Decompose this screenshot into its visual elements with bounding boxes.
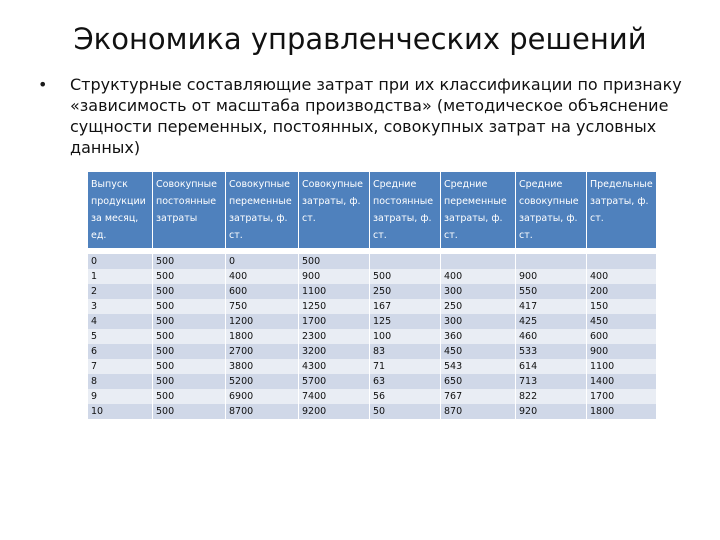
table-cell: 8 — [88, 374, 153, 389]
table-cell: 1700 — [299, 314, 370, 329]
table-cell: 1 — [88, 269, 153, 284]
table-cell: 200 — [587, 284, 656, 299]
header-total-fixed: Совокупные постоянные затраты — [153, 172, 226, 248]
table-cell: 63 — [370, 374, 441, 389]
table-cell: 125 — [370, 314, 441, 329]
table-cell: 500 — [153, 254, 226, 269]
table-cell: 600 — [226, 284, 299, 299]
table-cell: 425 — [516, 314, 587, 329]
table-row — [88, 359, 656, 374]
table-cell: 9200 — [299, 404, 370, 419]
table-cell: 6 — [88, 344, 153, 359]
table-cell: 500 — [153, 269, 226, 284]
table-cell: 3800 — [226, 359, 299, 374]
table-cell: 3200 — [299, 344, 370, 359]
table-cell: 500 — [153, 359, 226, 374]
table-cell: 400 — [441, 269, 516, 284]
table-cell: 1800 — [587, 404, 656, 419]
table-cell: 360 — [441, 329, 516, 344]
table-cell: 400 — [587, 269, 656, 284]
table-cell: 7400 — [299, 389, 370, 404]
header-avg-fixed: Средние постоянные затраты, ф. ст. — [370, 172, 441, 248]
table-cell: 150 — [587, 299, 656, 314]
table-header-row — [88, 172, 656, 248]
table-cell: 417 — [516, 299, 587, 314]
table-row — [88, 299, 656, 314]
table-cell: 300 — [441, 314, 516, 329]
table-cell: 713 — [516, 374, 587, 389]
table-cell: 870 — [441, 404, 516, 419]
table-cell — [441, 254, 516, 269]
table-cell: 400 — [226, 269, 299, 284]
table-cell: 7 — [88, 359, 153, 374]
table-cell — [516, 254, 587, 269]
table-cell: 600 — [587, 329, 656, 344]
table-cell: 500 — [153, 389, 226, 404]
table-cell: 5 — [88, 329, 153, 344]
table-cell: 250 — [370, 284, 441, 299]
bullet-text: Структурные составляющие затрат при их классификации по признаку «зависимость от масштаба производства» (методическое объяснение сущности переменных, постоянных, совокупных затрат на условных данных) — [70, 75, 682, 157]
table-cell: 2700 — [226, 344, 299, 359]
header-total-costs: Совокупные затраты, ф. ст. — [299, 172, 370, 248]
table-cell: 2 — [88, 284, 153, 299]
table-cell: 250 — [441, 299, 516, 314]
header-avg-variable: Средние переменные затраты, ф. ст. — [441, 172, 516, 248]
table-cell: 500 — [153, 314, 226, 329]
table-row — [88, 254, 656, 269]
costs-table — [88, 172, 656, 419]
table-cell: 5200 — [226, 374, 299, 389]
table-cell: 500 — [153, 344, 226, 359]
table-cell: 0 — [226, 254, 299, 269]
table-cell: 83 — [370, 344, 441, 359]
table-cell: 6900 — [226, 389, 299, 404]
table-cell: 71 — [370, 359, 441, 374]
table-cell: 0 — [88, 254, 153, 269]
table-cell: 3 — [88, 299, 153, 314]
table-row — [88, 329, 656, 344]
table-cell: 1100 — [299, 284, 370, 299]
table-row — [88, 389, 656, 404]
table-cell — [587, 254, 656, 269]
table-row — [88, 314, 656, 329]
table-cell: 8700 — [226, 404, 299, 419]
table-row — [88, 344, 656, 359]
bullet-dot-icon: • — [38, 75, 48, 94]
header-output: Выпуск продукции за месяц, ед. — [88, 172, 153, 248]
table-cell: 10 — [88, 404, 153, 419]
table-cell: 4 — [88, 314, 153, 329]
table-cell: 50 — [370, 404, 441, 419]
table-cell: 300 — [441, 284, 516, 299]
table-row — [88, 269, 656, 284]
table-cell: 750 — [226, 299, 299, 314]
header-total-variable: Совокупные переменные затраты, ф. ст. — [226, 172, 299, 248]
table-cell: 1700 — [587, 389, 656, 404]
table-cell: 550 — [516, 284, 587, 299]
table-cell: 1200 — [226, 314, 299, 329]
table-cell: 500 — [153, 284, 226, 299]
table-cell: 167 — [370, 299, 441, 314]
table-cell: 1100 — [587, 359, 656, 374]
table-cell: 900 — [587, 344, 656, 359]
table-cell: 4300 — [299, 359, 370, 374]
table-cell: 900 — [299, 269, 370, 284]
table-cell: 450 — [587, 314, 656, 329]
table-cell: 822 — [516, 389, 587, 404]
header-avg-total: Средние совокупные затраты, ф. ст. — [516, 172, 587, 248]
table-cell: 500 — [153, 299, 226, 314]
header-marginal: Предельные затраты, ф. ст. — [587, 172, 656, 248]
table-cell: 500 — [370, 269, 441, 284]
table-cell: 2300 — [299, 329, 370, 344]
table-row — [88, 374, 656, 389]
table-cell: 650 — [441, 374, 516, 389]
table-row — [88, 404, 656, 419]
table-cell: 100 — [370, 329, 441, 344]
table-cell: 500 — [153, 374, 226, 389]
table-cell: 460 — [516, 329, 587, 344]
table-cell: 1800 — [226, 329, 299, 344]
table-cell: 614 — [516, 359, 587, 374]
table-cell: 450 — [441, 344, 516, 359]
table-cell — [370, 254, 441, 269]
table-row — [88, 284, 656, 299]
table-cell: 543 — [441, 359, 516, 374]
table-cell: 533 — [516, 344, 587, 359]
table-cell: 1250 — [299, 299, 370, 314]
slide-title: Экономика управленческих решений — [73, 22, 647, 56]
table-cell: 500 — [153, 404, 226, 419]
table-cell: 56 — [370, 389, 441, 404]
table-cell: 900 — [516, 269, 587, 284]
table-cell: 500 — [153, 329, 226, 344]
table-cell: 920 — [516, 404, 587, 419]
table-cell: 5700 — [299, 374, 370, 389]
table-cell: 1400 — [587, 374, 656, 389]
table-cell: 500 — [299, 254, 370, 269]
table-cell: 9 — [88, 389, 153, 404]
table-cell: 767 — [441, 389, 516, 404]
bullet-item — [38, 74, 688, 158]
